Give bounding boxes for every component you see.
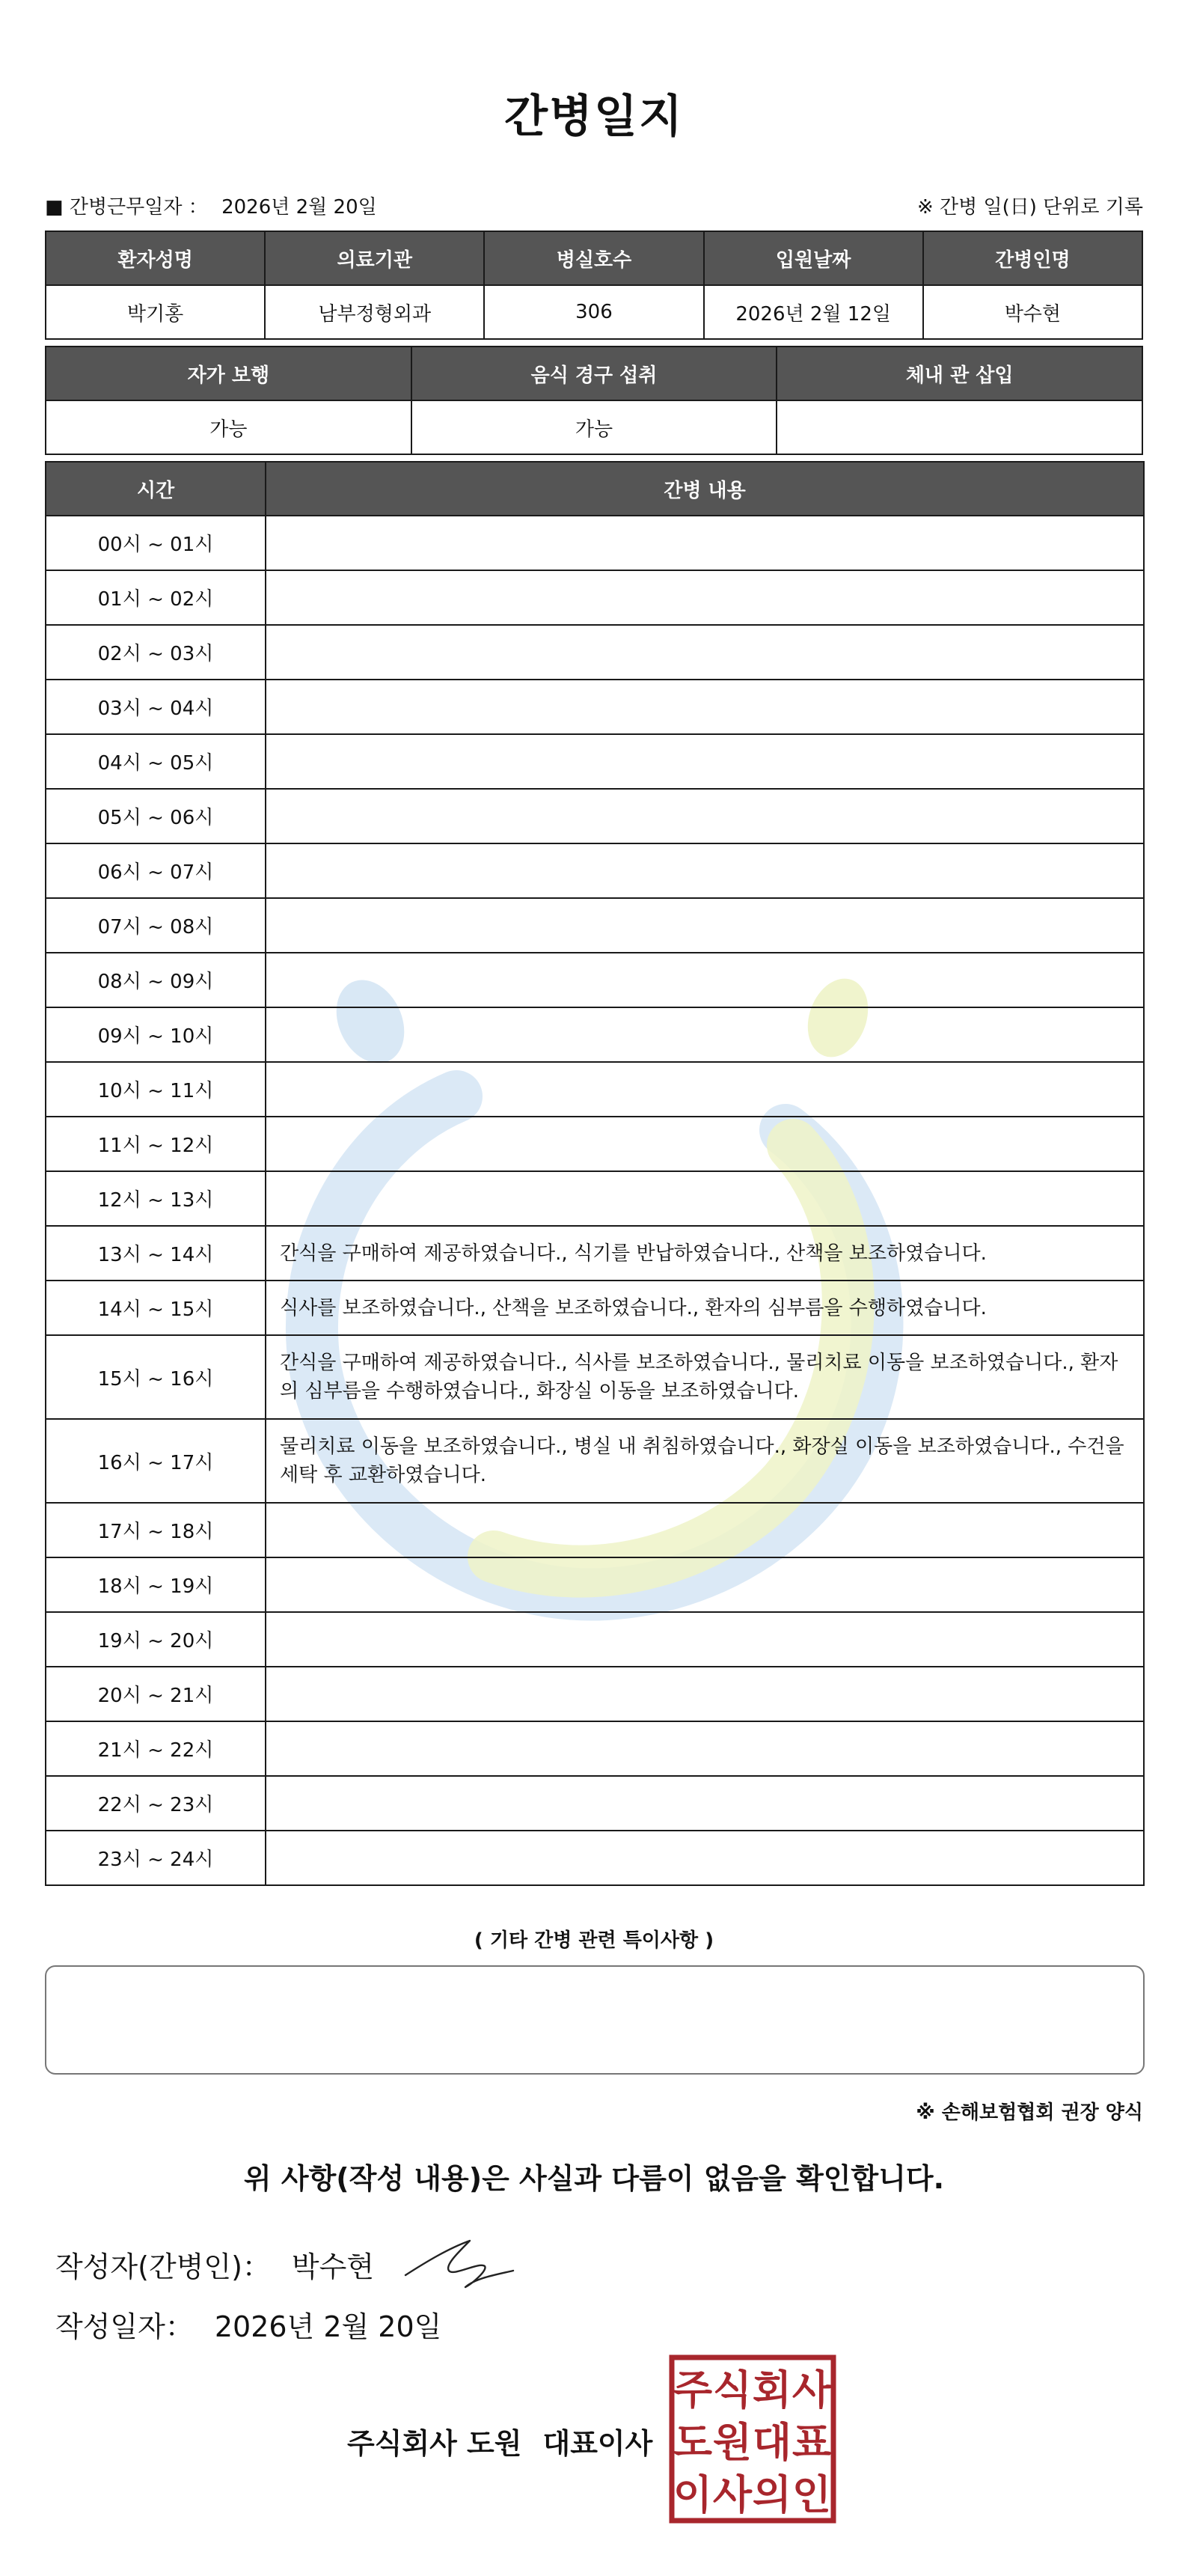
walking-status: 가능 [46,400,411,454]
company-name: 주식회사 도원 [347,2427,522,2460]
log-time: 07시 ~ 08시 [46,898,266,953]
log-time: 23시 ~ 24시 [46,1831,266,1885]
log-row [46,1062,1144,1117]
log-row [46,1226,1144,1281]
log-row [46,1419,1144,1503]
patient-status-table [45,346,1143,455]
log-content [266,570,1144,625]
tube-insertion-status [777,400,1142,454]
log-time: 15시 ~ 16시 [46,1335,266,1419]
status-value-row [46,400,1142,454]
log-content: 물리치료 이동을 보조하였습니다., 병실 내 취침하였습니다., 화장실 이동을 보조하였습니다., 수건을 세탁 후 교환하였습니다. [266,1419,1144,1503]
log-row [46,1721,1144,1776]
work-date [45,192,377,219]
written-date-value: 2026년 2월 20일 [214,2310,442,2343]
log-time: 11시 ~ 12시 [46,1117,266,1171]
log-row [46,1557,1144,1612]
log-content: 식사를 보조하였습니다., 산책을 보조하였습니다., 환자의 심부름을 수행하였습니다. [266,1281,1144,1335]
log-content [266,516,1144,570]
log-time: 00시 ~ 01시 [46,516,266,570]
log-content [266,1721,1144,1776]
log-row [46,1831,1144,1885]
log-content [266,953,1144,1007]
log-row [46,734,1144,789]
log-time: 10시 ~ 11시 [46,1062,266,1117]
status-header-row [46,347,1142,400]
company-line [347,2420,652,2461]
daily-record-note: ※ 간병 일(日) 단위로 기록 [916,196,1143,219]
log-time: 17시 ~ 18시 [46,1503,266,1557]
log-time: 01시 ~ 02시 [46,570,266,625]
patient-header-row [46,231,1142,285]
log-content [266,1171,1144,1226]
patient-info-table [45,231,1143,340]
company-seal [669,2354,836,2524]
hospital-name: 남부정형외과 [265,285,484,339]
log-content: 간식을 구매하여 제공하였습니다., 식기를 반납하였습니다., 산책을 보조하였습니다. [266,1226,1144,1281]
log-row [46,1776,1144,1831]
work-date-value: 2026년 2월 20일 [221,196,377,219]
company-representative: 대표이사 [542,2427,653,2460]
log-row [46,570,1144,625]
log-row [46,516,1144,570]
caregiver-signature [404,2232,516,2292]
log-time: 02시 ~ 03시 [46,625,266,680]
log-row [46,625,1144,680]
log-row [46,1281,1144,1335]
log-content [266,1062,1144,1117]
header-walking: 자가 보행 [46,347,411,400]
svg-text:원: 원 [712,2419,753,2466]
log-header-row [46,462,1144,516]
log-row [46,843,1144,898]
log-time: 12시 ~ 13시 [46,1171,266,1226]
log-row [46,1503,1144,1557]
log-time: 05시 ~ 06시 [46,789,266,843]
log-content [266,1007,1144,1062]
patient-name: 박기홍 [46,285,265,339]
written-date-label: 작성일자： [55,2310,194,2343]
log-row [46,680,1144,734]
oral-intake-status: 가능 [411,400,777,454]
svg-text:표: 표 [792,2419,832,2466]
log-content [266,1776,1144,1831]
author-label: 작성자(간병인)： [55,2250,271,2283]
svg-text:의: 의 [752,2471,792,2518]
author-line [55,2244,374,2285]
svg-text:회: 회 [752,2366,792,2414]
header-room: 병실호수 [484,231,703,285]
log-row [46,1667,1144,1721]
document-title: 간병일지 [504,91,684,143]
log-content [266,1117,1144,1171]
log-content [266,898,1144,953]
svg-text:사: 사 [712,2471,753,2518]
header-tube-insertion: 체내 관 삽입 [777,347,1142,400]
log-content [266,843,1144,898]
log-row [46,1171,1144,1226]
log-time: 14시 ~ 15시 [46,1281,266,1335]
hourly-care-log-table [45,461,1145,1886]
svg-text:식: 식 [712,2366,753,2414]
log-row [46,953,1144,1007]
svg-text:인: 인 [792,2471,832,2518]
log-content [266,1612,1144,1667]
log-time: 09시 ~ 10시 [46,1007,266,1062]
caregiver-name: 박수현 [923,285,1142,339]
log-time: 13시 ~ 14시 [46,1226,266,1281]
log-row [46,898,1144,953]
admission-date: 2026년 2월 12일 [704,285,923,339]
header-patient-name: 환자성명 [46,231,265,285]
log-time: 08시 ~ 09시 [46,953,266,1007]
svg-text:주: 주 [673,2366,713,2414]
header-admission-date: 입원날짜 [704,231,923,285]
header-hospital: 의료기관 [265,231,484,285]
header-time: 시간 [46,462,266,516]
room-number: 306 [484,285,703,339]
log-content [266,680,1144,734]
log-row [46,789,1144,843]
log-time: 22시 ~ 23시 [46,1776,266,1831]
author-name: 박수현 [291,2250,375,2283]
written-date-line [55,2304,441,2345]
log-row [46,1007,1144,1062]
svg-text:대: 대 [752,2419,792,2466]
log-time: 16시 ~ 17시 [46,1419,266,1503]
log-content [266,1667,1144,1721]
log-time: 03시 ~ 04시 [46,680,266,734]
log-content: 간식을 구매하여 제공하였습니다., 식사를 보조하였습니다., 물리치료 이동을 보조하였습니다., 환자의 심부름을 수행하였습니다., 화장실 이동을 보조하였습니다. [266,1335,1144,1419]
log-time: 19시 ~ 20시 [46,1612,266,1667]
log-row [46,1612,1144,1667]
log-row [46,1117,1144,1171]
log-content [266,625,1144,680]
svg-text:사: 사 [792,2366,832,2414]
svg-text:도: 도 [673,2419,713,2466]
log-content [266,1831,1144,1885]
log-content [266,734,1144,789]
work-date-label: ■ 간병근무일자 ： [45,196,208,219]
header-oral-intake: 음식 경구 섭취 [411,347,777,400]
log-content [266,1503,1144,1557]
log-time: 21시 ~ 22시 [46,1721,266,1776]
association-form-note: ※ 손해보험협회 권장 양식 [916,2102,1143,2124]
patient-value-row [46,285,1142,339]
log-time: 18시 ~ 19시 [46,1557,266,1612]
special-notes-label: ( 기타 간병 관련 특이사항 ) [474,1929,714,1952]
header-caregiver: 간병인명 [923,231,1142,285]
header-care-content: 간병 내용 [266,462,1144,516]
svg-text:이: 이 [673,2471,713,2518]
log-row [46,1335,1144,1419]
log-time: 04시 ~ 05시 [46,734,266,789]
log-content [266,1557,1144,1612]
log-time: 20시 ~ 21시 [46,1667,266,1721]
log-time: 06시 ~ 07시 [46,843,266,898]
special-notes-box [45,1965,1145,2075]
confirmation-statement: 위 사항(작성 내용)은 사실과 다름이 없음을 확인합니다. [243,2162,945,2195]
log-content [266,789,1144,843]
